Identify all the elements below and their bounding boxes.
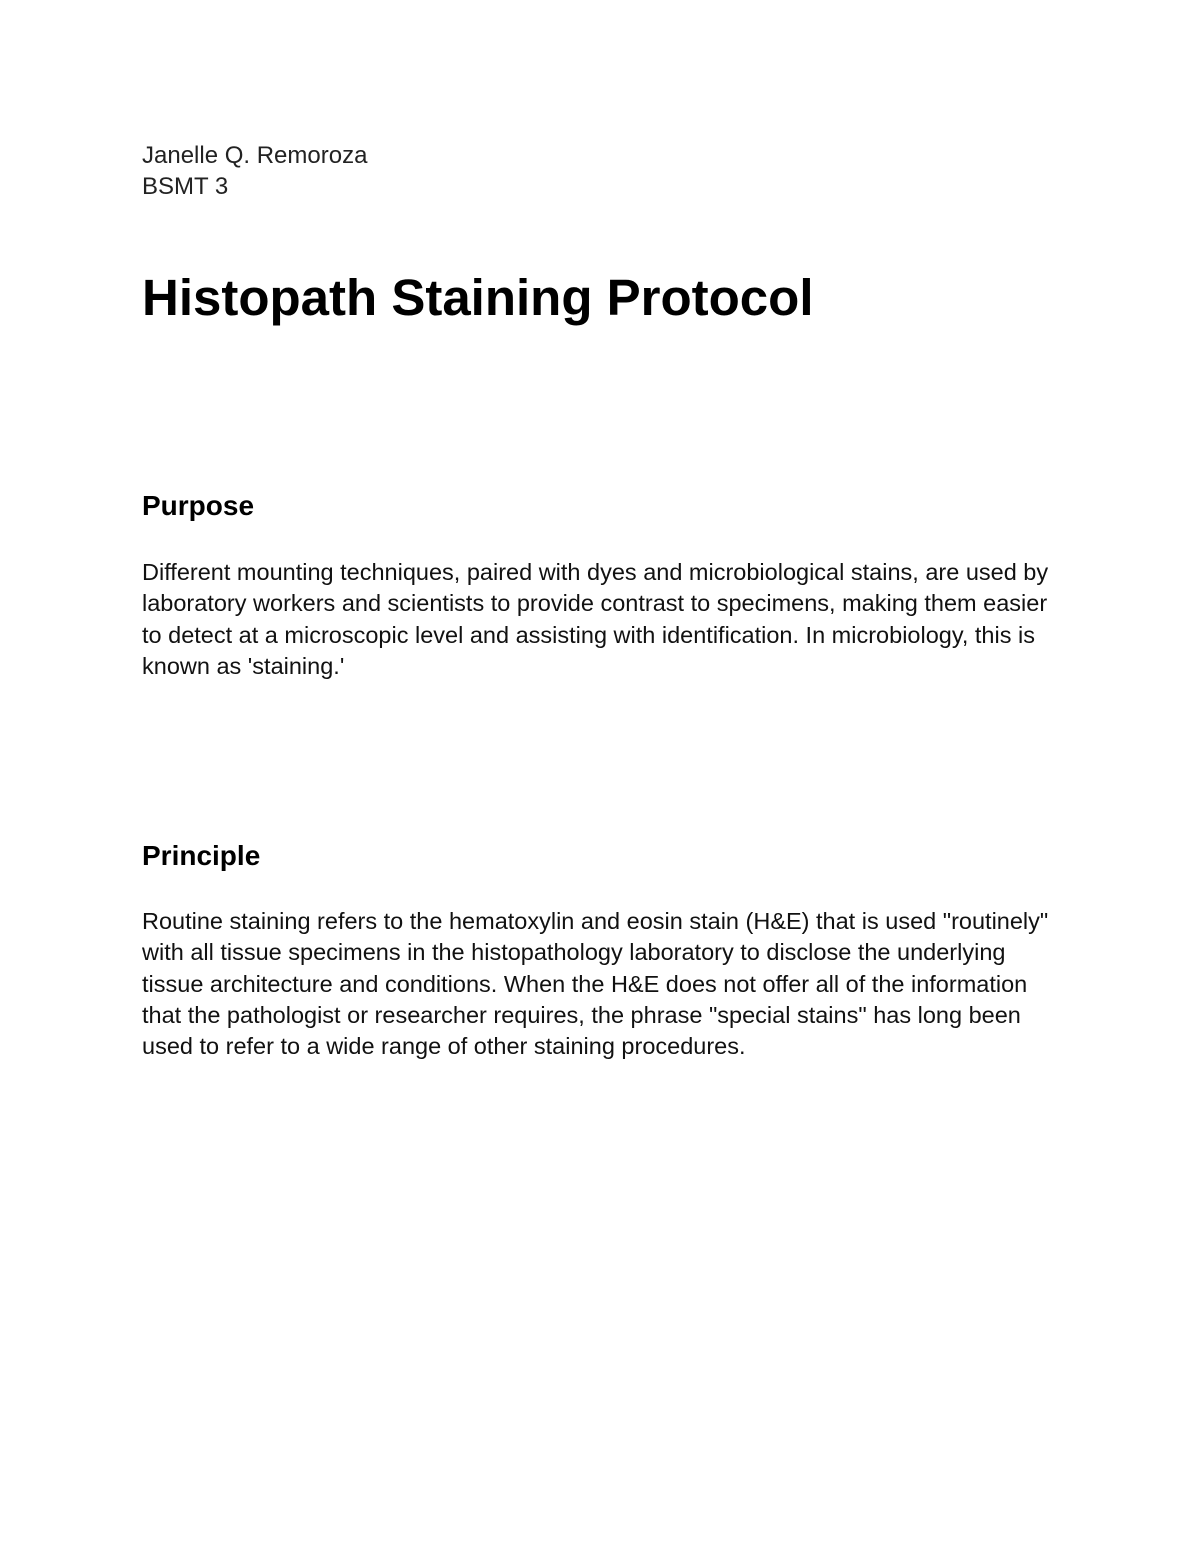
paragraph-line: with all tissue specimens in the histopathology laboratory to disclose the underlying: [142, 939, 1006, 966]
paragraph-line: Routine staining refers to the hematoxylin and eosin stain (H&E) that is used "routinely": [142, 908, 1049, 934]
author-course: BSMT 3: [142, 173, 229, 200]
author-name: Janelle Q. Remoroza: [142, 142, 368, 169]
paragraph-line: laboratory workers and scientists to provide contrast to specimens, making them easier: [142, 590, 1048, 617]
paragraph-line: to detect at a microscopic level and assisting with identification. In microbiology, this is: [142, 621, 1035, 648]
paragraph-line: that the pathologist or researcher requires, the phrase "special stains" has long been: [142, 1001, 1021, 1028]
paragraph-line: known as 'staining.': [142, 652, 345, 679]
paragraph-line: Different mounting techniques, paired with dyes and microbiological stains, are used by: [142, 559, 1049, 585]
document-title: Histopath Staining Protocol: [142, 269, 814, 326]
paragraph-line: tissue architecture and conditions. When the H&E does not offer all of the information: [142, 970, 1028, 997]
section-body-principle: [142, 906, 1072, 1062]
paragraph-line: used to refer to a wide range of other staining procedures.: [142, 1033, 746, 1060]
section-heading-purpose: Purpose: [142, 490, 255, 521]
section-heading-principle: Principle: [142, 840, 261, 871]
section-body-purpose: [142, 557, 1072, 682]
